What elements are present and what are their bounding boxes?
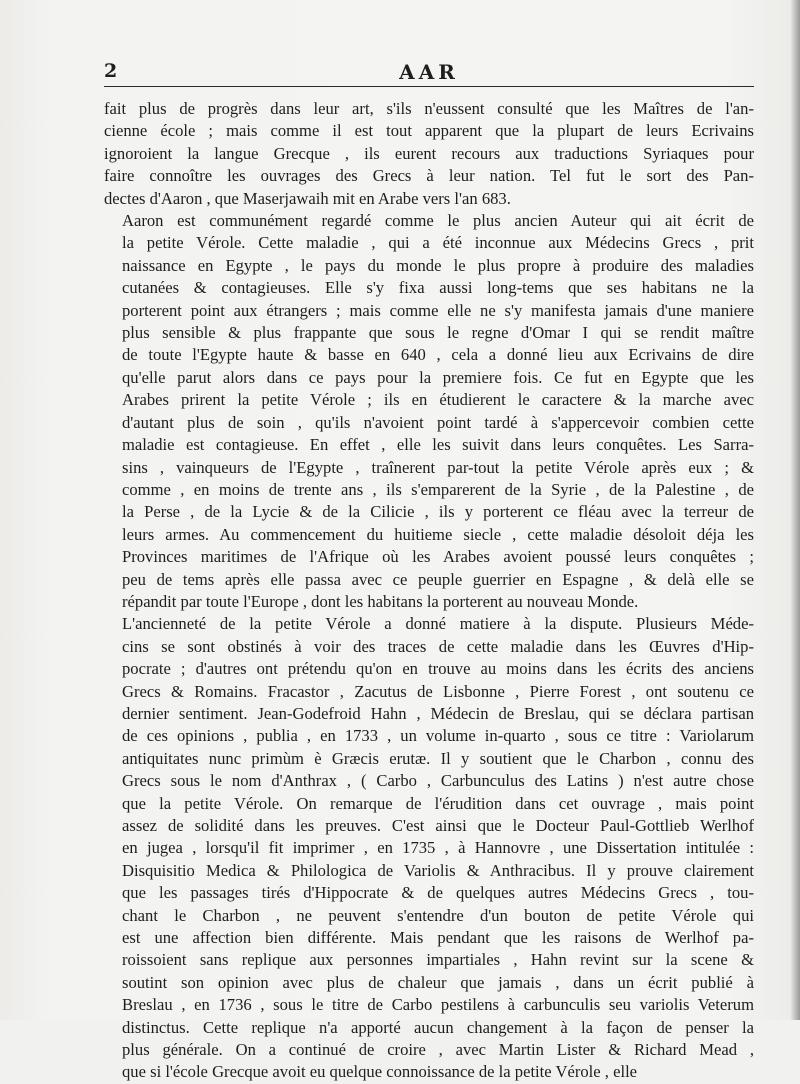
text-line: dectes d'Aaron , que Maserjawaih mit en Arabe vers l'an 683. [104,188,511,208]
text-line: en jugea , lorsqu'il fit imprimer , en 1735 , à Hannovre , une Dissertation intitulée : [122,838,754,858]
header-rule [104,86,754,87]
text-line: fait plus de progrès dans leur art, s'ils n'eussent consulté que les Maîtres de l'an- [104,99,754,118]
text-line: soutint son opinion avec plus de chaleur que jamais , dans un écrit publié à [122,972,754,992]
text-line: plus générale. On a continué de croire , avec Martin Lister & Richard Mead , [122,1040,754,1060]
text-line: est une affection bien différente. Mais pendant que les raisons de Werlhof pa- [122,928,754,948]
text-line: sins , vainqueurs de l'Egypte , traînerent par-tout la petite Vérole après eux ; & [122,457,754,477]
text-line: naissance en Egypte , le pays du monde le plus propre à produire des maladies [122,255,754,275]
text-line: Aaron est communément regardé comme le plus ancien Auteur qui ait écrit de [122,211,754,231]
page-number: 2 [104,60,118,82]
paragraph [104,210,754,613]
text-line: d'autant plus de soin , qu'ils n'avoient point tardé à s'appercevoir combien cette [122,412,754,432]
body-text [104,98,754,1084]
text-line: distinctus. Cette replique n'a apporté aucun changement à la façon de penser la [122,1017,754,1037]
paragraph [104,613,754,1084]
page-header [104,60,754,84]
text-line: que la petite Vérole. On remarque de l'érudition dans cet ouvrage , mais point [122,793,754,813]
text-line: porterent point aux étrangers ; mais comme elle ne s'y manifesta jamais d'une maniere [122,300,754,320]
text-line: la petite Vérole. Cette maladie , qui a été inconnue aux Médecins Grecs , prit [122,233,754,253]
text-line: faire connoître les ouvrages des Grecs à leur nation. Tel fut le sort des Pan- [104,166,754,186]
text-line: qu'elle parut alors dans ce pays pour la premiere fois. Ce fut en Egypte que les [122,367,754,387]
text-line: assez de solidité dans les preuves. C'est ainsi que le Docteur Paul-Gottlieb Werlhof [122,816,754,835]
text-line: cutanées & contagieuses. Elle s'y fixa aussi long-tems que ses habitans ne la [122,278,754,298]
text-line: L'ancienneté de la petite Vérole a donné matiere à la dispute. Plusieurs Méde- [122,614,754,634]
text-line: de toute l'Egypte haute & basse en 640 , cela a donné lieu aux Ecrivains de dire [122,345,754,365]
running-head: AAR [399,60,459,84]
text-line: cins se sont obstinés à voir des traces de cette maladie dans les Œuvres d'Hip- [122,636,754,656]
text-line: leurs armes. Au commencement du huitieme siecle , cette maladie désoloit déja les [122,524,754,544]
paragraph [104,98,754,210]
text-line: Grecs & Romains. Fracastor , Zacutus de Lisbonne , Pierre Forest , ont soutenu ce [122,681,754,701]
text-line: Arabes prirent la petite Vérole ; ils en étudierent le caractere & la marche avec [122,390,754,410]
text-line: Breslau , en 1736 , sous le titre de Carbo pestilens à carbunculis seu variolis Veterum [122,995,754,1015]
text-line: peu de tems après elle passa avec ce peuple guerrier en Espagne , & delà elle se [122,569,754,589]
text-line: roissoient sans replique aux personnes impartiales , Hahn revint sur la scene & [122,950,754,970]
text-line: comme , en moins de trente ans , ils s'emparerent de la Syrie , de la Palestine , de [122,479,754,499]
text-line: maladie est contagieuse. En effet , elle les suivit dans leurs conquêtes. Les Sarra- [122,435,754,455]
text-line: Disquisitio Medica & Philologica de Variolis & Anthracibus. Il y prouve clairement [122,860,754,880]
text-line: que les passages tirés d'Hippocrate & de quelques autres Médecins Grecs , tou- [122,883,754,903]
page-edge-shadow [790,0,800,1020]
text-line: cienne école ; mais comme il est tout apparent que la plupart de leurs Ecrivains [104,121,754,141]
text-line: plus sensible & plus frappante que sous le regne d'Omar I qui se rendit maître [122,323,754,343]
text-line: chant le Charbon , ne peuvent s'entendre d'un bouton de petite Vérole qui [122,905,754,925]
text-line: la Perse , de la Lycie & de la Cilicie , ils y porterent ce fléau avec la terreur de [122,502,754,522]
text-line: antiquitates nunc primùm è Græcis erutæ. Il y soutient que le Charbon , connu des [122,748,754,768]
text-line: ignoroient la langue Grecque , ils eurent recours aux traductions Syriaques pour [104,143,754,163]
text-line: pocrate ; d'autres ont prétendu qu'on en trouve au moins dans les écrits des anciens [122,659,754,679]
text-line: répandit par toute l'Europe , dont les habitans la porterent au nouveau Monde. [122,591,639,611]
text-line: de ces opinions , publia , en 1733 , un volume in-quarto , sous ce titre : Variolarum [122,726,754,746]
text-line: Grecs sous le nom d'Anthrax , ( Carbo , Carbunculus des Latins ) n'est autre chose [122,771,754,791]
text-line: que si l'école Grecque avoit eu quelque connoissance de la petite Vérole , elle [122,1062,638,1082]
text-line: dernier sentiment. Jean-Godefroid Hahn , Médecin de Breslau, qui se déclara partisan [122,703,754,723]
text-line: Provinces maritimes de l'Afrique où les Arabes avoient poussé leurs conquêtes ; [122,547,754,567]
